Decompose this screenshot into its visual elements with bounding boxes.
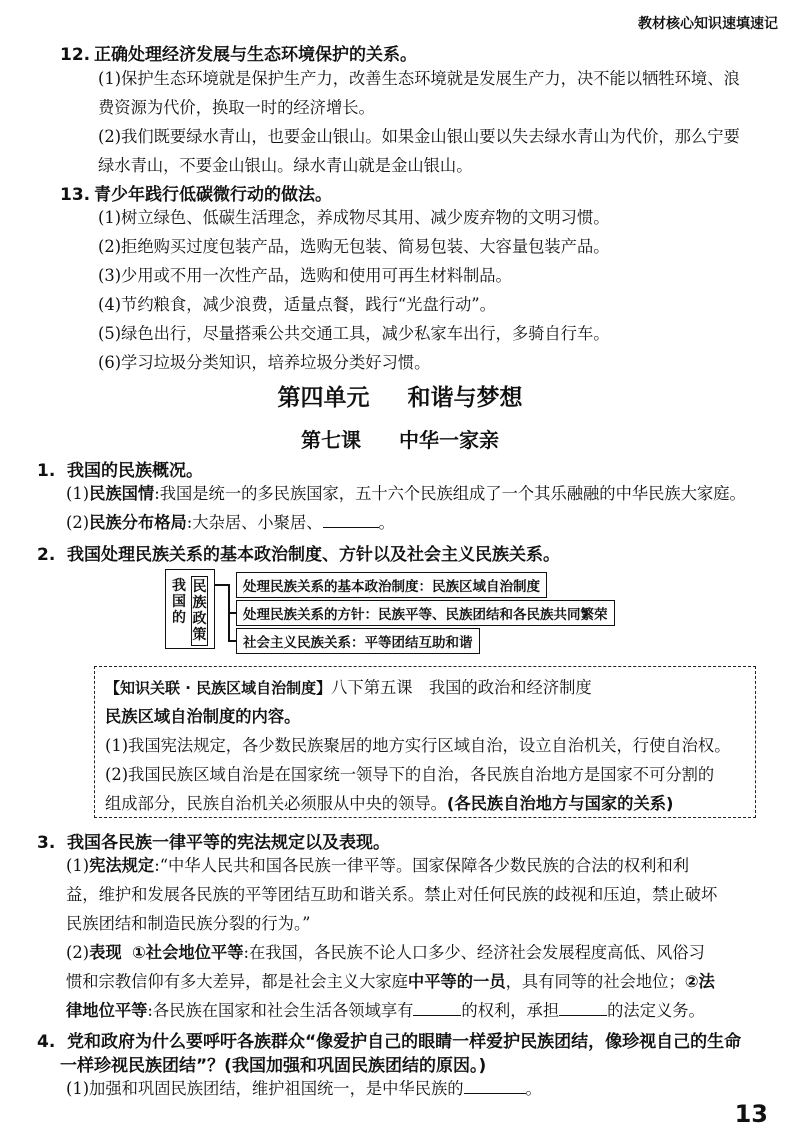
s3-para2-line3: 律地位平等:各民族在国家和社会生活各领域享有 的权利，承担 的法定义务。 — [66, 1001, 705, 1020]
diagram-root-label-b: 民族政策 — [191, 576, 208, 646]
s3-para1-line2: 益，维护和发展各民族的平等团结互助和谐关系。禁止对任何民族的歧视和压迫，禁止破坏 — [66, 885, 718, 904]
answer-blank[interactable] — [464, 1077, 526, 1094]
q12-para2-line2: 绿水青山，不要金山银山。绿水青山就是金山银山。 — [98, 156, 473, 175]
q13-item-1: (1)树立绿色、低碳生活理念，养成物尽其用、减少废弃物的文明习惯。 — [98, 208, 610, 227]
s3-para2-line2: 惯和宗教信仰有多大差异，都是社会主义大家庭中平等的一员，具有同等的社会地位；②法 — [66, 972, 715, 991]
link-box-line-1: (1)我国宪法规定，各少数民族聚居的地方实行区域自治，设立自治机关，行使自治权。 — [105, 736, 731, 755]
diagram-root-label-a: 我国的 — [172, 578, 186, 626]
s4-para1: (1)加强和巩固民族团结，维护祖国统一，是中华民族的 。 — [66, 1079, 542, 1098]
diagram-branch-2: 处理民族关系的方针：民族平等、民族团结和各民族共同繁荣 — [236, 600, 615, 626]
q12-para1-line1: (1)保护生态环境就是保护生产力，改善生态环境就是发展生产力，决不能以牺牲环境、浪 — [98, 69, 740, 88]
section-3-title: 3. 我国各民族一律平等的宪法规定以及表现。 — [37, 833, 390, 853]
q13-item-3: (3)少用或不用一次性产品，选购和使用可再生材料制品。 — [98, 266, 512, 285]
section-2-title: 2. 我国处理民族关系的基本政治制度、方针以及社会主义民族关系。 — [37, 545, 560, 565]
diagram-root-box — [165, 569, 215, 649]
link-box-line-3: 组成部分，民族自治机关必须服从中央的领导。(各民族自治地方与国家的关系) — [105, 794, 674, 813]
answer-blank[interactable] — [323, 511, 379, 528]
q13-item-6: (6)学习垃圾分类知识，培养垃圾分类好习惯。 — [98, 353, 431, 372]
s1-para2: (2)民族分布格局:大杂居、小聚居、 。 — [66, 513, 395, 532]
knowledge-link-box — [94, 666, 756, 818]
q12-para2-line1: (2)我们既要绿水青山，也要金山银山。如果金山银山要以失去绿水青山为代价，那么宁要 — [98, 127, 740, 146]
s1-para1: (1)民族国情:我国是统一的多民族国家，五十六个民族组成了一个其乐融融的中华民族大家庭。 — [66, 484, 746, 503]
link-box-line-2: (2)我国民族区域自治是在国家统一领导下的自治，各民族自治地方是国家不可分割的 — [105, 765, 715, 784]
question-12-title: 12. 正确处理经济发展与生态环境保护的关系。 — [60, 45, 417, 65]
question-13-title: 13. 青少年践行低碳微行动的做法。 — [60, 185, 332, 205]
s3-para2-line1: (2)表现 ①社会地位平等:在我国，各民族不论人口多少、经济社会发展程度高低、风俗习 — [66, 943, 705, 962]
section-1-title: 1. 我国的民族概况。 — [37, 461, 203, 481]
q12-para1-line2: 费资源为代价，换取一时的经济增长。 — [98, 98, 375, 117]
answer-blank[interactable] — [559, 999, 607, 1016]
unit-heading: 第四单元 和谐与梦想 — [277, 385, 523, 411]
page-number: 13 — [734, 1100, 768, 1128]
q13-item-4: (4)节约粮食，减少浪费，适量点餐，践行“光盘行动”。 — [98, 295, 496, 314]
diagram-branch-1: 处理民族关系的基本政治制度：民族区域自治制度 — [236, 572, 547, 598]
section-4-title-line1: 4. 党和政府为什么要呼吁各族群众“像爱护自己的眼睛一样爱护民族团结，像珍视自己的生命 — [37, 1032, 742, 1052]
section-4-title-line2: 一样珍视民族团结”？(我国加强和巩固民族团结的原因。) — [60, 1056, 487, 1076]
answer-blank[interactable] — [413, 999, 461, 1016]
diagram-branch-3: 社会主义民族关系：平等团结互助和谐 — [236, 628, 480, 654]
connector-line — [215, 584, 229, 586]
running-header: 教材核心知识速填速记 — [638, 16, 778, 32]
link-box-header: 【知识关联 · 民族区域自治制度】八下第五课 我国的政治和经济制度 — [105, 678, 592, 697]
s3-para1-line3: 民族团结和制造民族分裂的行为。” — [66, 914, 311, 933]
s3-para1-line1: (1)宪法规定:“中华人民共和国各民族一律平等。国家保障各少数民族的合法的权利和利 — [66, 856, 690, 875]
q13-item-5: (5)绿色出行，尽量搭乘公共交通工具，减少私家车出行，多骑自行车。 — [98, 324, 610, 343]
lesson-heading: 第七课 中华一家亲 — [301, 428, 499, 452]
q13-item-2: (2)拒绝购买过度包装产品，选购无包装、简易包装、大容量包装产品。 — [98, 237, 610, 256]
link-box-subtitle: 民族区域自治制度的内容。 — [105, 707, 301, 726]
